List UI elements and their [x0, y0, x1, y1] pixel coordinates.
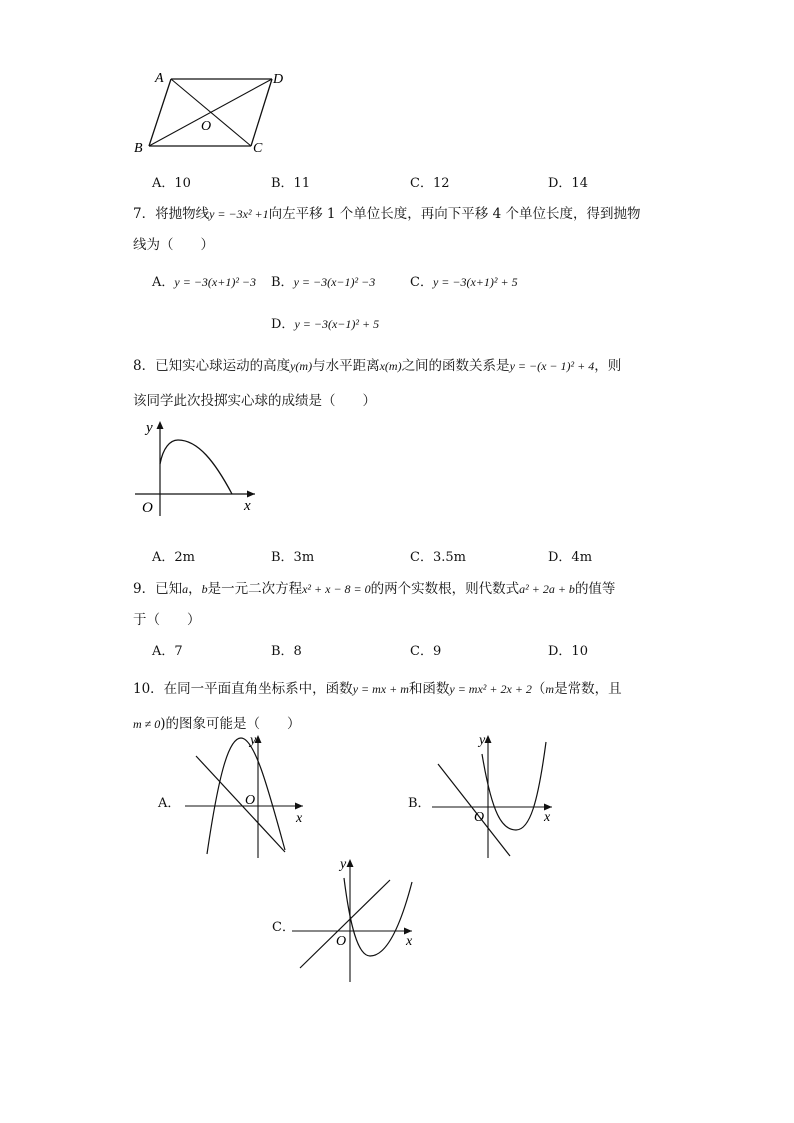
q6-option-d: D．14	[548, 176, 588, 191]
q8-text-d: ，则	[594, 358, 622, 374]
q10-graph-c-y-label: y	[340, 857, 347, 872]
q9-expression: a² + 2a + b	[519, 582, 575, 596]
center-o-label: O	[201, 119, 212, 134]
q8-option-a: A．2m	[152, 550, 195, 565]
q7-option-d-expr: y = −3(x−1)² + 5	[294, 317, 380, 331]
q9-option-d: D．10	[548, 644, 588, 659]
q10-graph-a-x-label: x	[296, 811, 303, 826]
q10-text-line2: )的图象可能是（ ）	[160, 716, 301, 732]
q9-var-a: a	[182, 582, 189, 596]
q10-text-a: 10．在同一平面直角坐标系中，函数	[133, 681, 353, 697]
q10-graph-b-y-label: y	[479, 733, 486, 748]
q6-option-b: B．11	[271, 176, 311, 191]
q10-graph-c-origin: O	[336, 934, 347, 949]
q10-graph-c-x-label: x	[406, 934, 413, 949]
q7-option-a-expr: y = −3(x+1)² −3	[174, 275, 257, 289]
q10-graph-a-y-label: y	[250, 733, 257, 748]
q9-option-b: B．8	[271, 644, 302, 659]
q8-x-axis-label: x	[244, 498, 251, 514]
q8-function-expr: y = −(x − 1)² + 4	[509, 359, 595, 373]
q10-graph-a-origin: O	[245, 793, 256, 808]
q10-condition: m ≠ 0	[133, 717, 161, 731]
vertex-c-label: C	[253, 141, 263, 156]
q8-text-b: 与水平距离	[312, 358, 380, 374]
q8-distance-var: x(m)	[379, 359, 402, 373]
q10-question-line2	[133, 712, 301, 732]
q8-trajectory-graph	[130, 418, 265, 518]
q9-question-line1	[133, 577, 615, 597]
q8-option-c: C．3.5m	[410, 550, 466, 565]
q10-text-c: （	[531, 681, 546, 697]
q9-question-line2: 于（ ）	[133, 612, 201, 628]
q7-option-a	[152, 271, 256, 290]
q7-option-c	[410, 271, 518, 290]
vertex-d-label: D	[273, 72, 284, 87]
q10-graph-b-origin: O	[474, 810, 485, 825]
q9-var-b: b	[201, 582, 208, 596]
q9-equation: x² + x − 8 = 0	[302, 582, 371, 596]
q8-text-c: 之间的函数关系是	[401, 358, 510, 374]
q8-origin-label: O	[142, 500, 153, 516]
q9-option-c: C．9	[410, 644, 442, 659]
q10-question-line1	[133, 677, 622, 697]
q7-question-line1	[133, 202, 640, 222]
q10-graph-a	[185, 732, 310, 862]
q9-text-b: 是一元二次方程	[207, 581, 303, 597]
q10-graph-c-label: C．	[272, 920, 295, 935]
q8-question-line1	[133, 354, 621, 374]
q10-graph-c	[292, 856, 422, 986]
q10-graph-a-label: A．	[158, 796, 181, 811]
q7-option-d	[271, 313, 379, 332]
vertex-b-label: B	[134, 141, 143, 156]
q6-option-a: A．10	[152, 176, 191, 191]
q6-option-c: C．12	[410, 176, 450, 191]
q9-sep: ，	[188, 581, 202, 597]
q8-option-b: B．3m	[271, 550, 315, 565]
q7-question-line2: 线为（ ）	[133, 237, 214, 253]
q10-graph-b	[430, 732, 560, 862]
q7-text-pre: 7．将抛物线	[133, 206, 210, 222]
q10-graph-b-label: B．	[408, 796, 431, 811]
q10-text-d: 是常数，且	[554, 681, 622, 697]
parallelogram-figure	[130, 66, 300, 158]
q8-height-var: y(m)	[290, 359, 313, 373]
q10-graph-b-x-label: x	[544, 810, 551, 825]
q7-option-d-label: D．	[271, 317, 295, 332]
q9-option-a: A．7	[152, 644, 183, 659]
q7-text-post: 向左平移 1 个单位长度，再向下平移 4 个单位长度，得到抛物	[268, 206, 641, 222]
q7-option-c-label: C．	[410, 275, 433, 290]
q8-text-a: 8．已知实心球运动的高度	[133, 358, 291, 374]
q7-option-c-expr: y = −3(x+1)² + 5	[432, 275, 518, 289]
q8-question-line2: 该同学此次投掷实心球的成绩是（ ）	[133, 393, 376, 409]
q10-var-m: m	[545, 682, 555, 696]
q7-option-b	[271, 271, 375, 290]
q10-text-b: 和函数	[408, 681, 450, 697]
q7-option-b-expr: y = −3(x−1)² −3	[293, 275, 376, 289]
q7-option-b-label: B．	[271, 275, 294, 290]
q8-y-axis-label: y	[146, 420, 153, 436]
vertex-a-label: A	[155, 71, 164, 86]
q7-parabola-expr: y = −3x² +1	[209, 207, 269, 221]
q10-linear-function: y = mx + m	[352, 682, 409, 696]
q7-option-a-label: A．	[152, 275, 175, 290]
q9-text-c: 的两个实数根，则代数式	[370, 581, 520, 597]
q10-quadratic-function: y = mx² + 2x + 2	[449, 682, 532, 696]
q8-option-d: D．4m	[548, 550, 593, 565]
q9-text-a: 9．已知	[133, 581, 183, 597]
q9-text-d: 的值等	[574, 581, 616, 597]
